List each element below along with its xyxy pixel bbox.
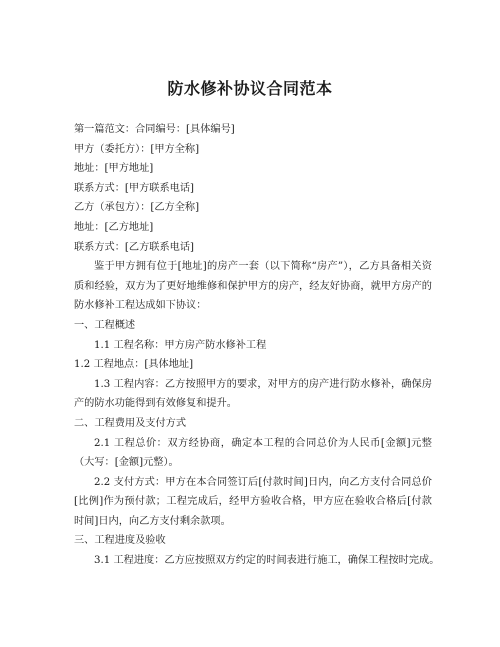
paragraph-party-a-address: 地址：[甲方地址] <box>74 163 154 175</box>
clause-1-1: 1.1 工程名称：甲方房产防水修补工程 <box>94 339 267 351</box>
clause-1-2: 1.2 工程地点：[具体地址] <box>74 359 194 371</box>
paragraph-party-a-contact: 联系方式：[甲方联系电话] <box>74 182 195 194</box>
clause-2-1: 2.1 工程总价：双方经协商，确定本工程的合同总价为人民币[金额]元整（大写：[金额]元整）。 <box>74 437 432 469</box>
paragraph-contract-number: 第一篇范文：合同编号：[具体编号] <box>74 124 235 135</box>
paragraph-party-b-address: 地址：[乙方地址] <box>74 221 154 233</box>
heading-section-2: 二、工程费用及支付方式 <box>74 417 187 429</box>
clause-2-2: 2.2 支付方式：甲方在本合同签订后[付款时间]日内，向乙方支付合同总价[比例]作为预付款；工程完成后，经甲方验收合格，甲方应在验收合格后[付款时间]日内，向乙方支付剩余款项。 <box>74 476 432 527</box>
heading-section-3: 三、工程进度及验收 <box>74 535 166 547</box>
paragraph-party-b-name: 乙方（承包方）：[乙方全称] <box>74 202 200 214</box>
clause-1-3: 1.3 工程内容：乙方按照甲方的要求，对甲方的房产进行防水修补，确保房产的防水功能得到有效修复和提升。 <box>74 378 432 410</box>
clause-3-1: 3.1 工程进度：乙方应按照双方约定的时间表进行施工，确保工程按时完成。 <box>94 555 440 567</box>
document-body <box>74 120 440 571</box>
paragraph-party-a-name: 甲方（委托方）：[甲方全称] <box>74 143 200 155</box>
paragraph-party-b-contact: 联系方式：[乙方联系电话] <box>74 241 195 253</box>
document-title: 防水修补协议合同范本 <box>167 79 333 98</box>
heading-section-1: 一、工程概述 <box>74 319 136 331</box>
paragraph-preamble: 鉴于甲方拥有位于[地址]的房产一套（以下简称“房产”），乙方具备相关资质和经验，双方为了更好地维修和保护甲方的房产，经友好协商，就甲方房产的防水修补工程达成如下协议： <box>74 261 432 312</box>
